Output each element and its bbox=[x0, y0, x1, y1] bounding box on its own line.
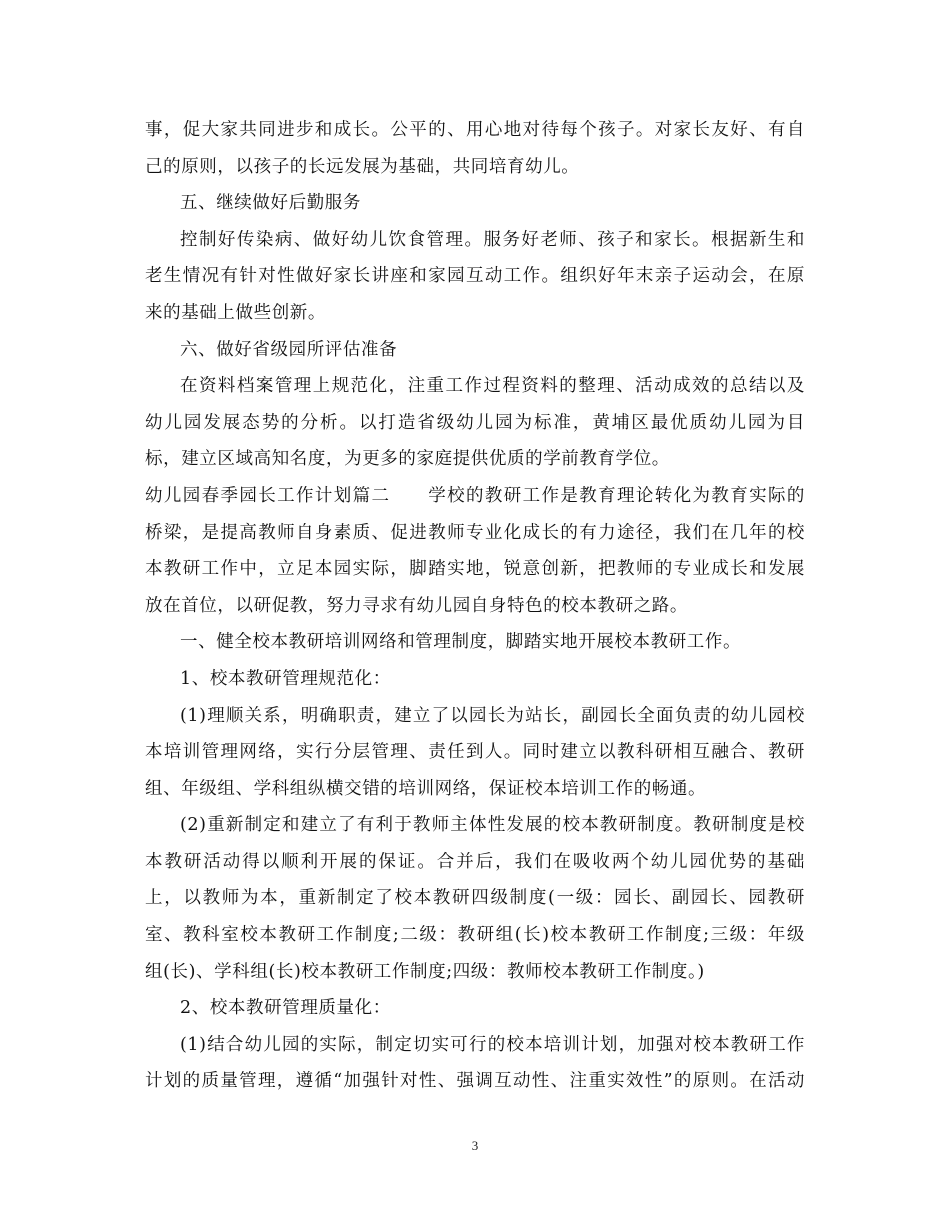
text-line: 幼儿园春季园长工作计划篇二 学校的教研工作是教育理论转化为教育实际的 bbox=[145, 485, 805, 506]
text-line: 事，促大家共同进步和成长。公平的、用心地对待每个孩子。对家长友好、有自 bbox=[145, 120, 805, 140]
text-line: 本教研活动得以顺利开展的保证。合并后，我们在吸收两个幼儿园优势的基础 bbox=[145, 851, 805, 872]
text-line: 上，以教师为本，重新制定了校本教研四级制度(一级：园长、副园长、园教研 bbox=[145, 888, 805, 909]
text-line: 控制好传染病、做好幼儿饮食管理。服务好老师、孩子和家长。根据新生和 bbox=[180, 229, 805, 250]
text-line: 2、校本教研管理质量化： bbox=[180, 998, 391, 1019]
text-line: 计划的质量管理，遵循“加强针对性、强调互动性、注重实效性”的原则。在活动 bbox=[145, 1071, 805, 1092]
text-line: 本教研工作中，立足本园实际，脚踏实地，锐意创新，把教师的专业成长和发展 bbox=[145, 559, 805, 580]
text-line: (2)重新制定和建立了有利于教师主体性发展的校本教研制度。教研制度是校 bbox=[180, 815, 805, 836]
text-line: 五、继续做好后勤服务 bbox=[180, 193, 361, 214]
text-line: 标，建立区域高知名度，为更多的家庭提供优质的学前教育学位。 bbox=[145, 449, 670, 470]
text-line: 己的原则，以孩子的长远发展为基础，共同培育幼儿。 bbox=[145, 156, 580, 177]
text-line: 六、做好省级园所评估准备 bbox=[180, 339, 398, 360]
page-number: 3 bbox=[471, 1138, 479, 1153]
text-line: 本培训管理网络，实行分层管理、责任到人。同时建立以教科研相互融合、教研 bbox=[145, 742, 805, 763]
document-body bbox=[145, 112, 805, 1100]
text-line: 来的基础上做些创新。 bbox=[145, 302, 326, 323]
text-line: 组(长)、学科组(长)校本教研工作制度;四级：教师校本教研工作制度。) bbox=[145, 961, 705, 982]
text-line: 室、教科室校本教研工作制度;二级：教研组(长)校本教研工作制度;三级：年级 bbox=[145, 925, 805, 946]
text-line: 桥梁，是提高教师自身素质、促进教师专业化成长的有力途径，我们在几年的校 bbox=[145, 522, 805, 543]
text-line: 1、校本教研管理规范化： bbox=[180, 668, 391, 689]
text-line: 组、年级组、学科组纵横交错的培训网络，保证校本培训工作的畅通。 bbox=[145, 778, 707, 799]
text-line: (1)结合幼儿园的实际，制定切实可行的校本培训计划，加强对校本教研工作 bbox=[180, 1034, 805, 1055]
text-line: 幼儿园发展态势的分析。以打造省级幼儿园为标准，黄埔区最优质幼儿园为目 bbox=[145, 412, 805, 433]
text-line: (1)理顺关系，明确职责，建立了以园长为站长，副园长全面负责的幼儿园校 bbox=[180, 705, 805, 726]
text-line: 一、健全校本教研培训网络和管理制度，脚踏实地开展校本教研工作。 bbox=[180, 632, 742, 653]
text-line: 在资料档案管理上规范化，注重工作过程资料的整理、活动成效的总结以及 bbox=[180, 376, 805, 397]
text-line: 老生情况有针对性做好家长讲座和家园互动工作。组织好年末亲子运动会，在原 bbox=[145, 266, 805, 287]
text-line: 放在首位，以研促教，努力寻求有幼儿园自身特色的校本教研之路。 bbox=[145, 595, 688, 616]
